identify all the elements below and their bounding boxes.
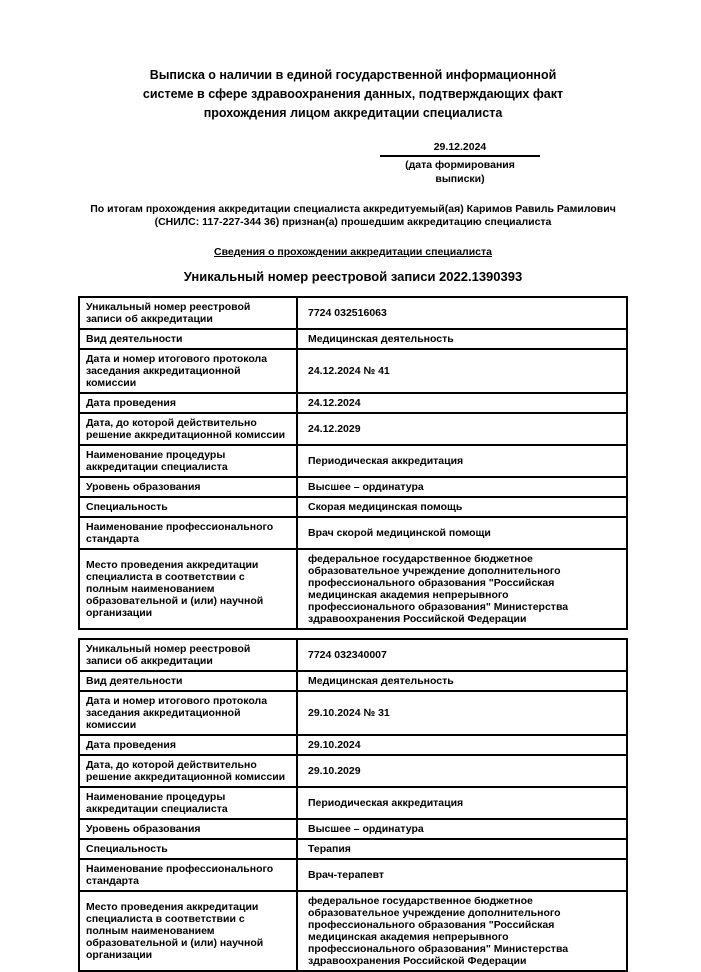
row-value: 29.10.2029 [297,755,627,787]
table-row [79,639,627,671]
row-label: Наименование профессионального стандарта [79,859,297,891]
row-label: Уникальный номер реестровой записи об аккредитации [79,297,297,329]
title-line-3: прохождения лицом аккредитации специалиста [203,106,503,120]
row-label: Уровень образования [79,819,297,839]
section-heading: Сведения о прохождении аккредитации специалиста [214,246,492,258]
accreditation-table-2 [78,638,628,972]
row-label: Дата проведения [79,393,297,413]
row-value: 29.10.2024 № 31 [297,691,627,735]
row-value: Периодическая аккредитация [297,445,627,477]
accreditation-table-1 [78,296,628,630]
row-value: Скорая медицинская помощь [297,497,627,517]
row-value: Врач скорой медицинской помощи [297,517,627,549]
row-value: Высшее – ординатура [297,819,627,839]
row-label: Дата, до которой действительно решение аккредитационной комиссии [79,755,297,787]
table-row [79,671,627,691]
row-label: Специальность [79,839,297,859]
intro-paragraph: По итогам прохождения аккредитации специалиста аккредитуемый(ая) Каримов Равиль Рамилович (СНИЛС: 117-227-344 36) признан(а) прошедшим аккредитацию специалиста [90,203,616,228]
row-label: Уровень образования [79,477,297,497]
row-value: Терапия [297,839,627,859]
row-value: федеральное государственное бюджетное образовательное учреждение дополнительного профессионального образования "Российская медицинская академия непрерывного профессионального образования" Министерства здравоохранения Российской Федерации [297,549,627,629]
title-line-2: системе в сфере здравоохранения данных, подтверждающих факт [142,87,564,101]
row-value: 24.12.2029 [297,413,627,445]
table-row [79,497,627,517]
row-value: Врач-терапевт [297,859,627,891]
table-row [79,329,627,349]
row-value: 7724 032516063 [297,297,627,329]
extract-date-block [380,141,540,186]
row-value: 24.12.2024 [297,393,627,413]
table-row [79,477,627,497]
row-label: Место проведения аккредитации специалиста в соответствии с полным наименованием образовательной и (или) научной организации [79,549,297,629]
row-label: Дата и номер итогового протокола заседания аккредитационной комиссии [79,349,297,393]
table-row [79,839,627,859]
table-row [79,297,627,329]
title-line-1: Выписка о наличии в единой государственной информационной [149,68,557,82]
row-value: Медицинская деятельность [297,329,627,349]
row-label: Вид деятельности [79,329,297,349]
row-label: Вид деятельности [79,671,297,691]
row-label: Уникальный номер реестровой записи об аккредитации [79,639,297,671]
row-value: Высшее – ординатура [297,477,627,497]
row-label: Специальность [79,497,297,517]
table-row [79,549,627,629]
table-row [79,349,627,393]
row-label: Дата и номер итогового протокола заседания аккредитационной комиссии [79,691,297,735]
row-value: 29.10.2024 [297,735,627,755]
row-label: Наименование профессионального стандарта [79,517,297,549]
table-row [79,787,627,819]
page-title [78,66,628,123]
row-label: Место проведения аккредитации специалиста в соответствии с полным наименованием образовательной и (или) научной организации [79,891,297,971]
table-row [79,755,627,787]
row-label: Наименование процедуры аккредитации специалиста [79,787,297,819]
row-value: Медицинская деятельность [297,671,627,691]
table-row [79,891,627,971]
extract-date-caption: (дата формирования выписки) [405,159,515,185]
table-row [79,445,627,477]
row-value: Периодическая аккредитация [297,787,627,819]
record-number-heading: Уникальный номер реестровой записи 2022.1390393 [183,269,523,284]
table-row [79,735,627,755]
table-row [79,517,627,549]
table-row [79,691,627,735]
row-label: Дата проведения [79,735,297,755]
extract-date: 29.12.2024 [380,141,540,157]
table-row [79,393,627,413]
row-value: федеральное государственное бюджетное образовательное учреждение дополнительного профессионального образования "Российская медицинская академия непрерывного профессионального образования" Министерства здравоохранения Российской Федерации [297,891,627,971]
row-label: Дата, до которой действительно решение аккредитационной комиссии [79,413,297,445]
row-value: 7724 032340007 [297,639,627,671]
row-label: Наименование процедуры аккредитации специалиста [79,445,297,477]
table-row [79,819,627,839]
table-row [79,413,627,445]
table-row [79,859,627,891]
row-value: 24.12.2024 № 41 [297,349,627,393]
